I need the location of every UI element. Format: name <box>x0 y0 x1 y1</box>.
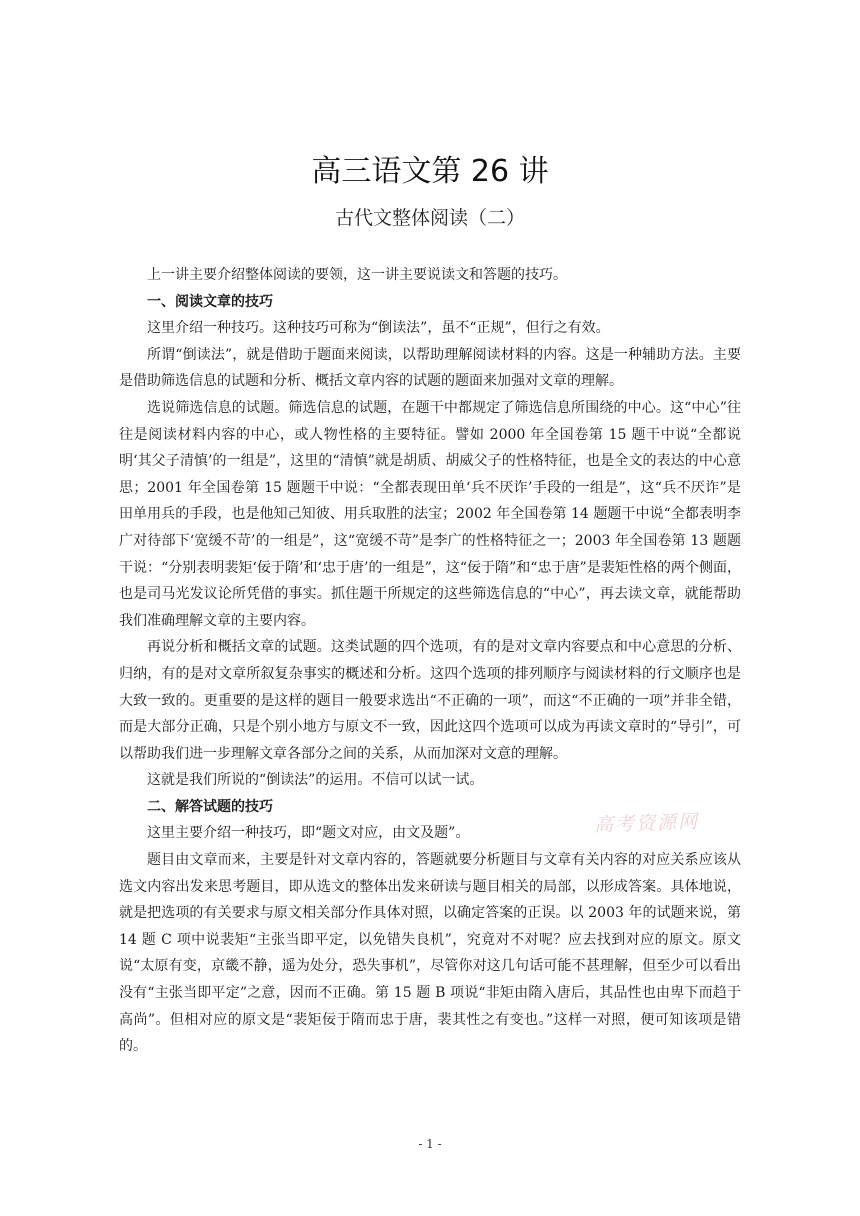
document-subtitle: 古代文整体阅读（二） <box>334 207 525 229</box>
section-heading: 二、解答试题的技巧 <box>147 798 273 815</box>
paragraph: 所谓“倒读法”，就是借助于题面来阅读，以帮助理解阅读材料的内容。这是一种辅助方法。主要是借助筛选信息的试题和分析、概括文章内容的试题的题面来加强对文章的理解。 <box>119 346 741 390</box>
paragraph: 选说筛选信息的试题。筛选信息的试题，在题干中都规定了筛选信息所围绕的中心。这“中心”往往是阅读材料内容的中心，或人物性格的主要特征。譬如 2000 年全国卷第 15 题干中说“全都说明‘其父子清慎’的一组是”，这里的“清慎”就是胡质、胡威父子的性格特征，也是全文的表达的中心意思；2001 年全国卷第 15 题题干中说：“全都表现田单‘兵不厌诈’手段的一组是”，这“兵不厌诈”是田单用兵的手段，也是他知己知彼、用兵取胜的法宝；2002 年全国卷第 14 题题干中说“全都表明李广对待部下‘宽缓不苛’的一组是”，这“宽缓不苛”是李广的性格特征之一；2003 年全国卷第 13 题题干说：“分别表明裴矩‘佞于隋’和‘忠于唐’的一组是”，这“佞于隋”和“忠于唐”是裴矩性格的两个侧面，也是司马光发议论所凭借的事实。抓住题干所规定的这些筛选信息的“中心”，再去读文章，就能帮助我们准确理解文章的主要内容。 <box>119 399 741 629</box>
paragraph: 题目由文章而来，主要是针对文章内容的，答题就要分析题目与文章有关内容的对应关系应该从选文内容出发来思考题目，即从选文的整体出发来研读与题目相关的局部，以形成答案。具体地说，就是把选项的有关要求与原文相关部分作具体对照，以确定答案的正误。以 2003 年的试题来说，第 14 题 C 项中说裴矩“主张当即平定，以免错失良机”，究竟对不对呢？应去找到对应的原文。原文说“太原有变，京畿不静，遥为处分，恐失事机”，尽管你对这几句话可能不甚理解，但至少可以看出没有“主张当即平定”之意，因而不正确。第 15 题 B 项说“非矩由隋入唐后，其品性也由卑下而趋于高尚”。但相对应的原文是“裴矩佞于隋而忠于唐，裴其性之有变也。”这样一对照，便可知该项是错的。 <box>119 852 741 1055</box>
paragraph: 这里主要介绍一种技巧，即“题文对应，由文及题”。 <box>147 825 470 842</box>
document-body <box>119 262 741 1060</box>
section-heading: 一、阅读文章的技巧 <box>147 293 273 310</box>
paragraph: 这里介绍一种技巧。这种技巧可称为“倒读法”，虽不“正规”，但行之有效。 <box>147 320 610 337</box>
paragraph: 再说分析和概括文章的试题。这类试题的四个选项，有的是对文章内容要点和中心意思的分析、归纳，有的是对文章所叙复杂事实的概述和分析。这四个选项的排列顺序与阅读材料的行文顺序也是大致一致的。更重要的是这样的题目一般要求选出“不正确的一项”，而这“不正确的一项”并非全错，而是大部分正确，只是个别小地方与原文不一致，因此这四个选项可以成为再读文章时的“导引”，可以帮助我们进一步理解文章各部分之间的关系，从而加深对文意的理解。 <box>119 639 741 762</box>
paragraph: 上一讲主要介绍整体阅读的要领，这一讲主要说读文和答题的技巧。 <box>147 267 567 283</box>
watermark: 高考资源网 <box>593 810 700 837</box>
document-title: 高三语文第 26 讲 <box>311 154 549 189</box>
paragraph: 这就是我们所说的“倒读法”的运用。不信可以试一试。 <box>147 772 484 789</box>
page-number: - 1 - <box>418 1137 442 1151</box>
